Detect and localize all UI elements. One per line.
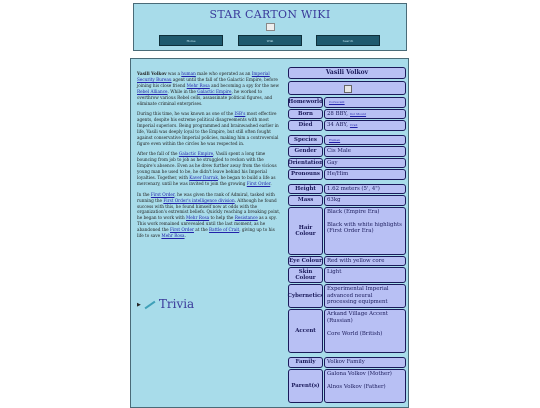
infobox-label: Pronouns <box>288 169 323 180</box>
article-text: . <box>184 233 186 239</box>
article-text: . Although he found success with this, he found himself now at odds with the organization's extremist beliefs. Quickly reaching a breaking point, he began to work with <box>137 197 281 221</box>
infobox-row <box>288 284 406 308</box>
infobox-label: Died <box>288 120 323 131</box>
infobox-image <box>288 81 406 95</box>
pen-icon <box>144 300 155 309</box>
infobox-row <box>288 267 406 283</box>
article-paragraph <box>137 111 282 146</box>
article-text: , he was given the rank of Admiral, tasked with running the <box>137 191 275 203</box>
article-link[interactable]: Rebel Alliance <box>137 88 168 94</box>
infobox <box>288 67 406 404</box>
nav-button-wiki[interactable]: Wiki <box>238 35 302 46</box>
article-link[interactable]: Mehr Rosa <box>186 215 210 221</box>
article-link[interactable]: First Order <box>150 191 175 197</box>
article-text: to help the <box>209 215 235 221</box>
infobox-value: Experimental Imperial advanced neural processing equipment <box>324 284 406 308</box>
infobox-row <box>288 135 406 146</box>
infobox-label: Cybernetics <box>288 284 323 308</box>
site-header <box>133 3 407 51</box>
infobox-title: Vasili Volkov <box>288 67 406 79</box>
article-link[interactable]: Imperial Security Bureau <box>137 71 270 82</box>
infobox-value: Light <box>324 267 406 283</box>
infobox-row <box>288 357 406 368</box>
infobox-row <box>288 169 406 180</box>
nav-button-home[interactable]: Home <box>159 35 223 46</box>
article-text: and becoming a spy for the new <box>209 82 280 88</box>
infobox-label: Gender <box>288 146 323 157</box>
infobox-label: Orientation <box>288 158 323 169</box>
article-text: , giving up to his life to save <box>137 227 275 239</box>
article-link[interactable]: Galactic Empire <box>197 88 232 94</box>
article-text: was a <box>166 71 182 76</box>
infobox-value <box>324 97 406 108</box>
infobox-value: 1.62 meters (5', 4") <box>324 184 406 195</box>
article-link[interactable]: Mehr Rosa <box>161 233 185 239</box>
article-paragraph <box>137 71 282 106</box>
article-text: , Vasili spent a long time bouncing from job to job as he struggled to reckon with the Empire's absence. Even as he drew further away from the vicious young man he used to be, he didn't leave behind his Imperial loyalties. Together, with <box>137 151 277 181</box>
article-text: , he worked to overthrow various Rebel cells, assassinate political figures, and eliminate criminal enterprises. <box>137 88 273 106</box>
trivia-heading: Trivia <box>158 297 195 311</box>
infobox-row <box>288 120 406 131</box>
article-link[interactable]: Mehr Rosa <box>186 82 210 88</box>
trivia-section[interactable] <box>137 297 194 311</box>
infobox-value: Black (Empire Era) Black with white highlights (First Order Era) <box>324 207 406 255</box>
infobox-row <box>288 256 406 267</box>
article-link[interactable]: First Order's intelligence division <box>163 197 235 203</box>
broken-image-icon <box>344 85 352 93</box>
infobox-label: Mass <box>288 195 323 206</box>
article-link[interactable]: Kaver Darrak <box>189 175 218 181</box>
infobox-label: Species <box>288 135 323 146</box>
infobox-row <box>288 309 406 353</box>
nav-button-search[interactable]: Search <box>316 35 380 46</box>
article-paragraph <box>137 192 282 239</box>
infobox-row <box>288 207 406 255</box>
infobox-label: Hair Colour <box>288 207 323 255</box>
infobox-value: 34 ABY, Crait <box>324 120 406 131</box>
infobox-value: Cis Male <box>324 146 406 157</box>
infobox-value: 28 BBY, Dol Mount <box>324 109 406 120</box>
infobox-value <box>324 135 406 146</box>
infobox-value: Galona Volkov (Mother) Alnos Volkov (Father) <box>324 369 406 403</box>
article-link[interactable]: Galactic Empire <box>178 151 214 157</box>
main-content <box>130 58 409 408</box>
infobox-value: Gay <box>324 158 406 169</box>
infobox-row <box>288 109 406 120</box>
infobox-label: Height <box>288 184 323 195</box>
site-title[interactable]: STAR CARTON WIKI <box>209 8 331 21</box>
infobox-value: Volkov Family <box>324 357 406 368</box>
article-paragraph <box>137 151 282 186</box>
article-text: most effective agents, despite his extreme political disagreements with most Imperial superiors. Being programmed and brainwashed earlier in life, Vasili was deeply loyal to the Empire, but still often fought against conservative Imperial policies, making him a controversial figure even within the circles he was respected in. <box>137 111 279 146</box>
article-text: male who operated as an <box>195 71 252 76</box>
article-subject-name: Vasili Volkov <box>137 71 167 76</box>
infobox-label: Born <box>288 109 323 120</box>
article-text: . <box>270 181 272 186</box>
article-text: After the fall of the <box>137 151 179 157</box>
infobox-row <box>288 369 406 403</box>
infobox-label: Eye Colour <box>288 256 323 267</box>
article-link[interactable]: Resistance <box>234 215 258 221</box>
infobox-value: Red with yellow core <box>324 256 406 267</box>
article-link[interactable]: human <box>181 71 196 76</box>
infobox-label: Homeworld <box>288 97 323 108</box>
infobox-row <box>288 158 406 169</box>
article-text: as a spy. This work remained unrevealed until the last moment, as he abandoned the <box>137 215 277 233</box>
infobox-link[interactable]: Human <box>329 137 341 142</box>
infobox-link[interactable]: Dol Mount <box>349 111 367 116</box>
site-logo-image <box>266 23 275 31</box>
infobox-value: 63kg <box>324 195 406 206</box>
infobox-label: Family <box>288 357 323 368</box>
infobox-link[interactable]: Coruscant <box>329 100 345 104</box>
infobox-label: Accent <box>288 309 323 353</box>
infobox-label: Parent(s) <box>288 369 323 403</box>
infobox-row <box>288 184 406 195</box>
article-link[interactable]: ISB's <box>234 111 246 117</box>
expand-arrow-icon[interactable]: ▶ <box>137 301 141 308</box>
infobox-value: Arkand Village Accent (Russian) Core World (British) <box>324 309 406 353</box>
infobox-label: Skin Colour <box>288 267 323 283</box>
article-body <box>137 71 282 244</box>
infobox-value: He/Him <box>324 169 406 180</box>
article-text: During this time, he was known as one of the <box>137 111 235 117</box>
article-link[interactable]: Battle of Crait <box>209 227 240 233</box>
infobox-link[interactable]: Crait <box>349 123 358 127</box>
article-text: agent until the fall of the Galactic Empire, before joining his close friend <box>137 76 278 88</box>
article-text: In the <box>137 191 151 197</box>
article-text: . While in the <box>167 88 198 94</box>
article-link[interactable]: First Order <box>246 181 271 186</box>
article-text: , he began to build a life as mercenary, until he was invited to join the growing <box>137 175 276 186</box>
infobox-row <box>288 97 406 108</box>
article-link[interactable]: First Order <box>169 227 194 233</box>
infobox-row <box>288 195 406 206</box>
infobox-rows <box>288 97 406 403</box>
article-text: at the <box>193 227 209 233</box>
infobox-row <box>288 146 406 157</box>
